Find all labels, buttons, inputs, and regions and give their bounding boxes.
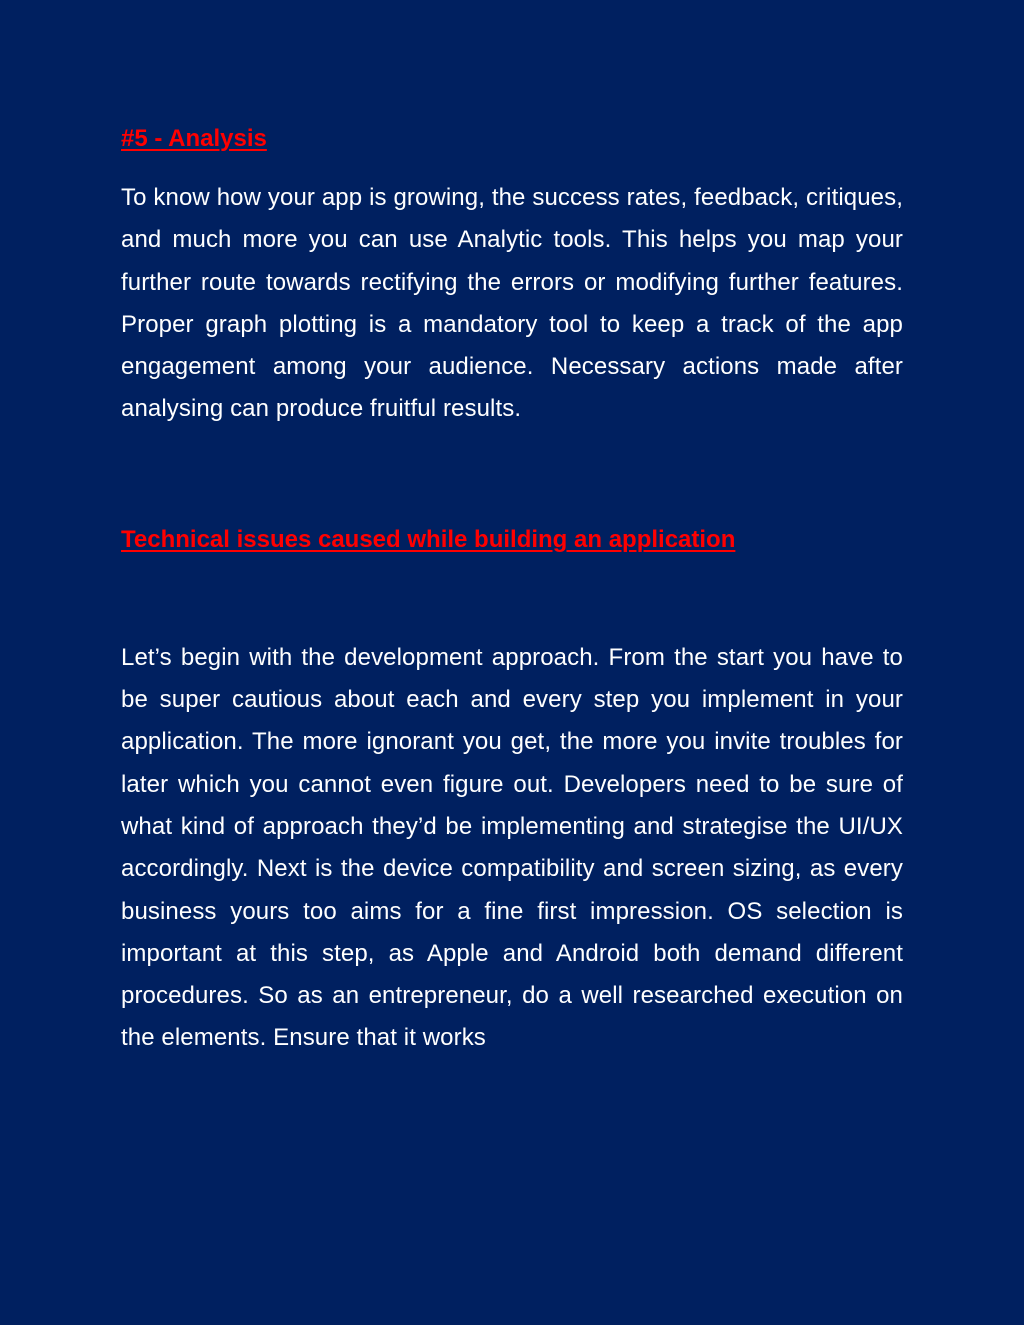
technical-issues-heading: Technical issues caused while building an application [121,525,736,553]
page-content [121,118,903,1060]
analysis-paragraph: To know how your app is growing, the success rates, feedback, critiques, and much more you can use Analytic tools. This helps you map your further route towards rectifying the errors or modifying further features. Proper graph plotting is a mandatory tool to keep a track of the app engagement among your audience. Necessary actions made after analysing can produce fruitful results. [121,184,903,423]
analysis-heading: #5 - Analysis [121,125,267,152]
technical-issues-paragraph: Let’s begin with the development approach. From the start you have to be super cautious about each and every step you implement in your application. The more ignorant you get, the more you invite troubles for later which you cannot even figure out. Developers need to be sure of what kind of approach they’d be implementing and strategise the UI/UX accordingly. Next is the device compatibility and screen sizing, as every business yours too aims for a fine first impression. OS selection is important at this step, as Apple and Android both demand different procedures. So as an entrepreneur, do a well researched execution on the elements. Ensure that it works [121,643,903,1052]
